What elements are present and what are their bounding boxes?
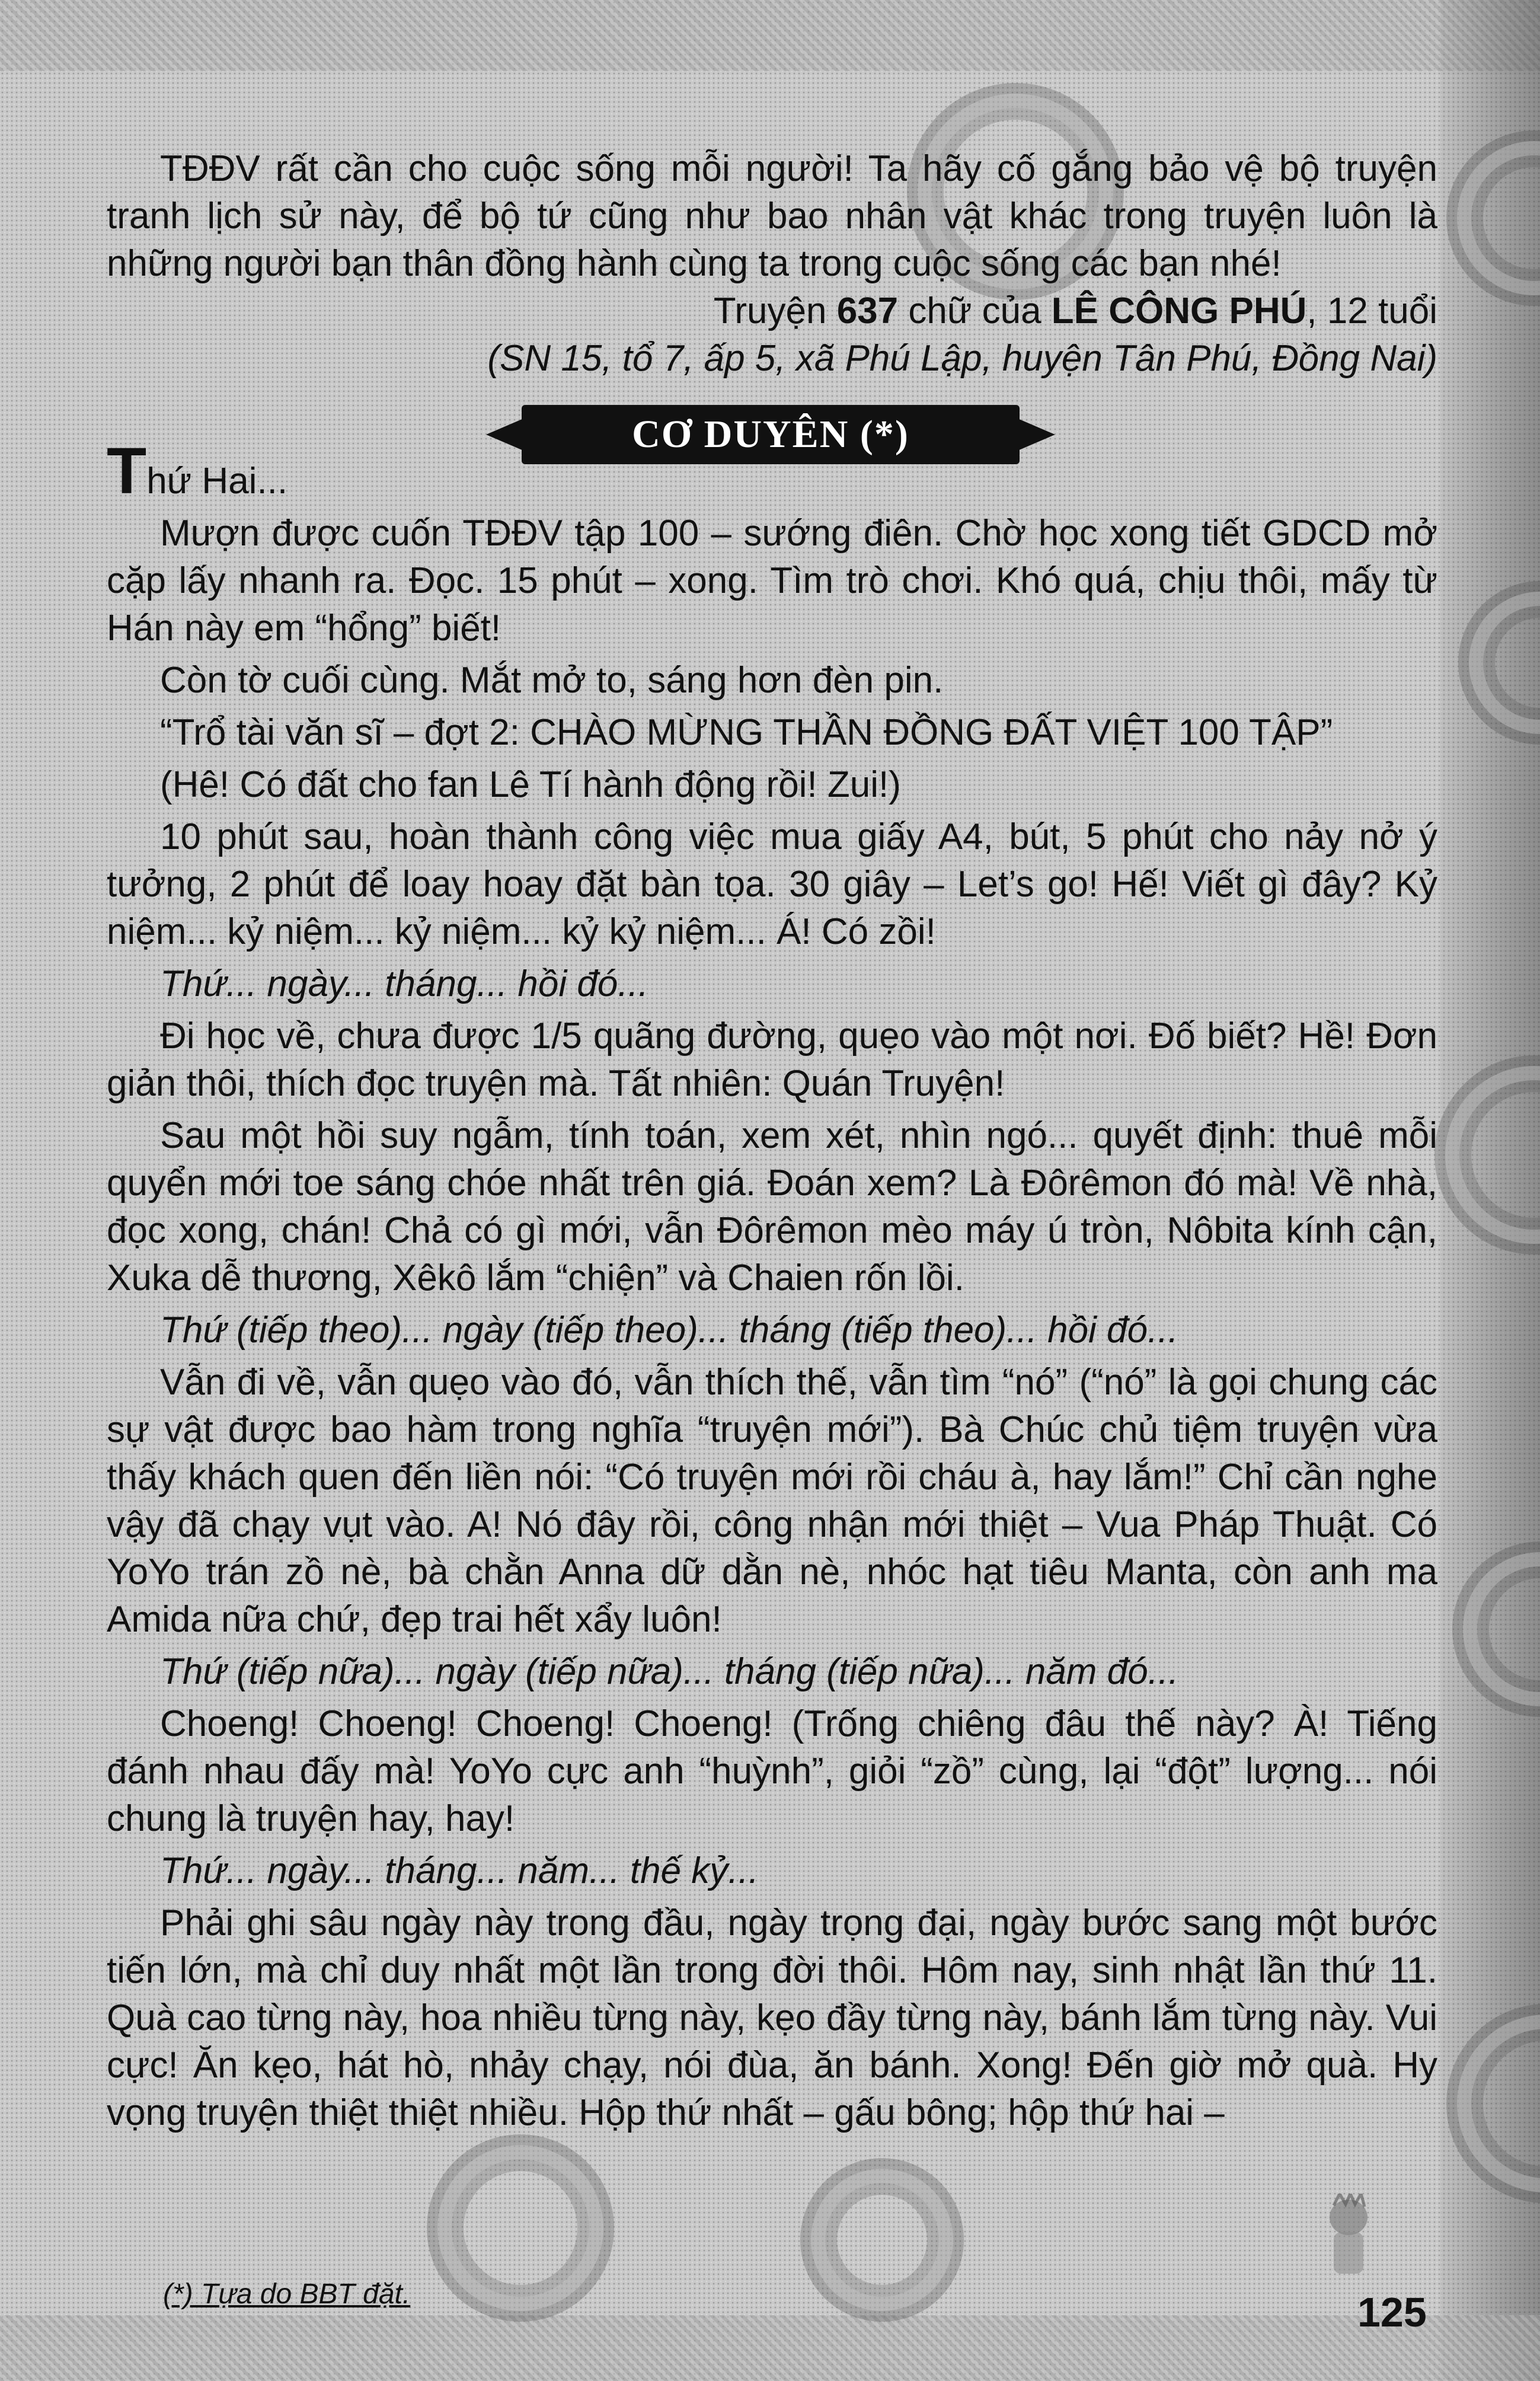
mascot-illustration xyxy=(1316,2194,1381,2283)
story-paragraph: Choeng! Choeng! Choeng! Choeng! (Trống chiêng đâu thế này? À! Tiếng đánh nhau đấy mà! YoYo cực anh “huỳnh”, giỏi “zồ” cùng, lại “đột” lượng... nói chung là truyện hay, hay! xyxy=(107,1703,1437,1839)
credit-author: LÊ CÔNG PHÚ xyxy=(1051,291,1307,331)
page-body xyxy=(107,145,1437,2137)
credit-suffix: , 12 tuổi xyxy=(1306,291,1437,331)
story-paragraph: Còn tờ cuối cùng. Mắt mở to, sáng hơn đèn pin. xyxy=(160,660,944,701)
story-paragraphs xyxy=(107,510,1437,2137)
intro-paragraph: TĐĐV rất cần cho cuộc sống mỗi người! Ta hãy cố gắng bảo vệ bộ truyện tranh lịch sử này, để bộ tứ cũng như bao nhân vật khác trong truyện luôn là những người bạn thân đồng hành cùng ta trong cuộc sống các bạn nhé! xyxy=(107,148,1437,284)
story-paragraph: 10 phút sau, hoàn thành công việc mua giấy A4, bút, 5 phút cho nảy nở ý tưởng, 2 phút để loay hoay đặt bàn tọa. 30 giây – Let’s go! Hế! Viết gì đây? Kỷ niệm... kỷ niệm... kỷ niệm... kỷ kỷ niệm... Á! Có zồi! xyxy=(107,816,1437,952)
swirl-ornament xyxy=(1446,130,1540,306)
swirl-ornament xyxy=(800,2158,964,2322)
story-paragraph: Thứ (tiếp nữa)... ngày (tiếp nữa)... tháng (tiếp nữa)... năm đó... xyxy=(160,1651,1179,1692)
story-paragraph: Thứ... ngày... tháng... hồi đó... xyxy=(160,963,648,1004)
swirl-ornament xyxy=(1452,1541,1540,1717)
swirl-ornament xyxy=(1434,1055,1540,1255)
opening-text: hứ Hai... xyxy=(146,461,288,502)
story-paragraph: Thứ... ngày... tháng... năm... thế kỷ... xyxy=(160,1850,759,1891)
story-credit xyxy=(107,288,1437,335)
swirl-ornament xyxy=(1446,2004,1540,2203)
credit-prefix: Truyện xyxy=(713,291,827,331)
credit-word-count: 637 xyxy=(836,291,899,331)
story-paragraph: (Hê! Có đất cho fan Lê Tí hành động rồi! Zui!) xyxy=(160,764,901,805)
story-paragraph: Đi học về, chưa được 1/5 quãng đường, quẹo vào một nơi. Đố biết? Hề! Đơn giản thôi, thích đọc truyện mà. Tất nhiên: Quán Truyện! xyxy=(107,1016,1437,1104)
story-paragraph: Vẫn đi về, vẫn quẹo vào đó, vẫn thích thế, vẫn tìm “nó” (“nó” là gọi chung các sự vật được bao hàm trong nghĩa “truyện mới”). Bà Chúc chủ tiệm truyện vừa thấy khách quen đến liền nói: “Có truyện mới rồi cháu à, hay lắm!” Chỉ cần nghe vậy đã chạy vụt vào. A! Nó đây rồi, công nhận mới thiệt – Vua Pháp Thuật. Có YoYo trán zồ nè, bà chằn Anna dữ dằn nè, nhóc hạt tiêu Manta, còn anh ma Amida nữa chứ, đẹp trai hết xẩy luôn! xyxy=(107,1362,1437,1640)
banner-right-tip xyxy=(1014,417,1055,452)
drop-cap: T xyxy=(107,435,147,508)
story-title-banner xyxy=(486,405,1055,464)
story-paragraph: “Trổ tài văn sĩ – đợt 2: CHÀO MỪNG THẦN ĐỒNG ĐẤT VIỆT 100 TẬP” xyxy=(160,712,1333,753)
swirl-ornament xyxy=(1458,581,1540,745)
swirl-ornament xyxy=(427,2134,614,2322)
story-paragraph: Mượn được cuốn TĐĐV tập 100 – sướng điên. Chờ học xong tiết GDCD mở cặp lấy nhanh ra. Đọc. 15 phút – xong. Tìm trò chơi. Khó quá, chịu thôi, mấy từ Hán này em “hổng” biết! xyxy=(107,513,1437,649)
credit-mid: chữ của xyxy=(908,291,1041,331)
footnote: (*) Tựa do BBT đặt. xyxy=(163,2278,411,2310)
title-banner-row xyxy=(107,394,1437,483)
author-address: (SN 15, tổ 7, ấp 5, xã Phú Lập, huyện Tân Phú, Đồng Nai) xyxy=(487,338,1437,379)
story-title: CƠ DUYÊN (*) xyxy=(632,413,909,456)
story-paragraph: Thứ (tiếp theo)... ngày (tiếp theo)... tháng (tiếp theo)... hồi đó... xyxy=(160,1310,1178,1351)
story-paragraph: Sau một hồi suy ngẫm, tính toán, xem xét, nhìn ngó... quyết định: thuê mỗi quyển mới toe sáng chóe nhất trên giá. Đoán xem? Là Đôrêmon đó mà! Về nhà, đọc xong, chán! Chả có gì mới, vẫn Đôrêmon mèo máy ú tròn, Nôbita kính cận, Xuka dễ thương, Xêkô lắm “chiện” và Chaien rốn lồi. xyxy=(107,1115,1437,1298)
page-number: 125 xyxy=(1357,2289,1427,2335)
story-paragraph: Phải ghi sâu ngày này trong đầu, ngày trọng đại, ngày bước sang một bước tiến lớn, mà chỉ duy nhất một lần trong đời thôi. Hôm nay, sinh nhật lần thứ 11. Quà cao từng này, hoa nhiều từng này, kẹo đầy từng này, bánh lắm từng này. Vui cực! Ăn kẹo, hát hò, nhảy chạy, nói đùa, ăn bánh. Xong! Đến giờ mở quà. Hy vọng truyện thiệt thiệt nhiều. Hộp thứ nhất – gấu bông; hộp thứ hai – xyxy=(107,1903,1437,2133)
